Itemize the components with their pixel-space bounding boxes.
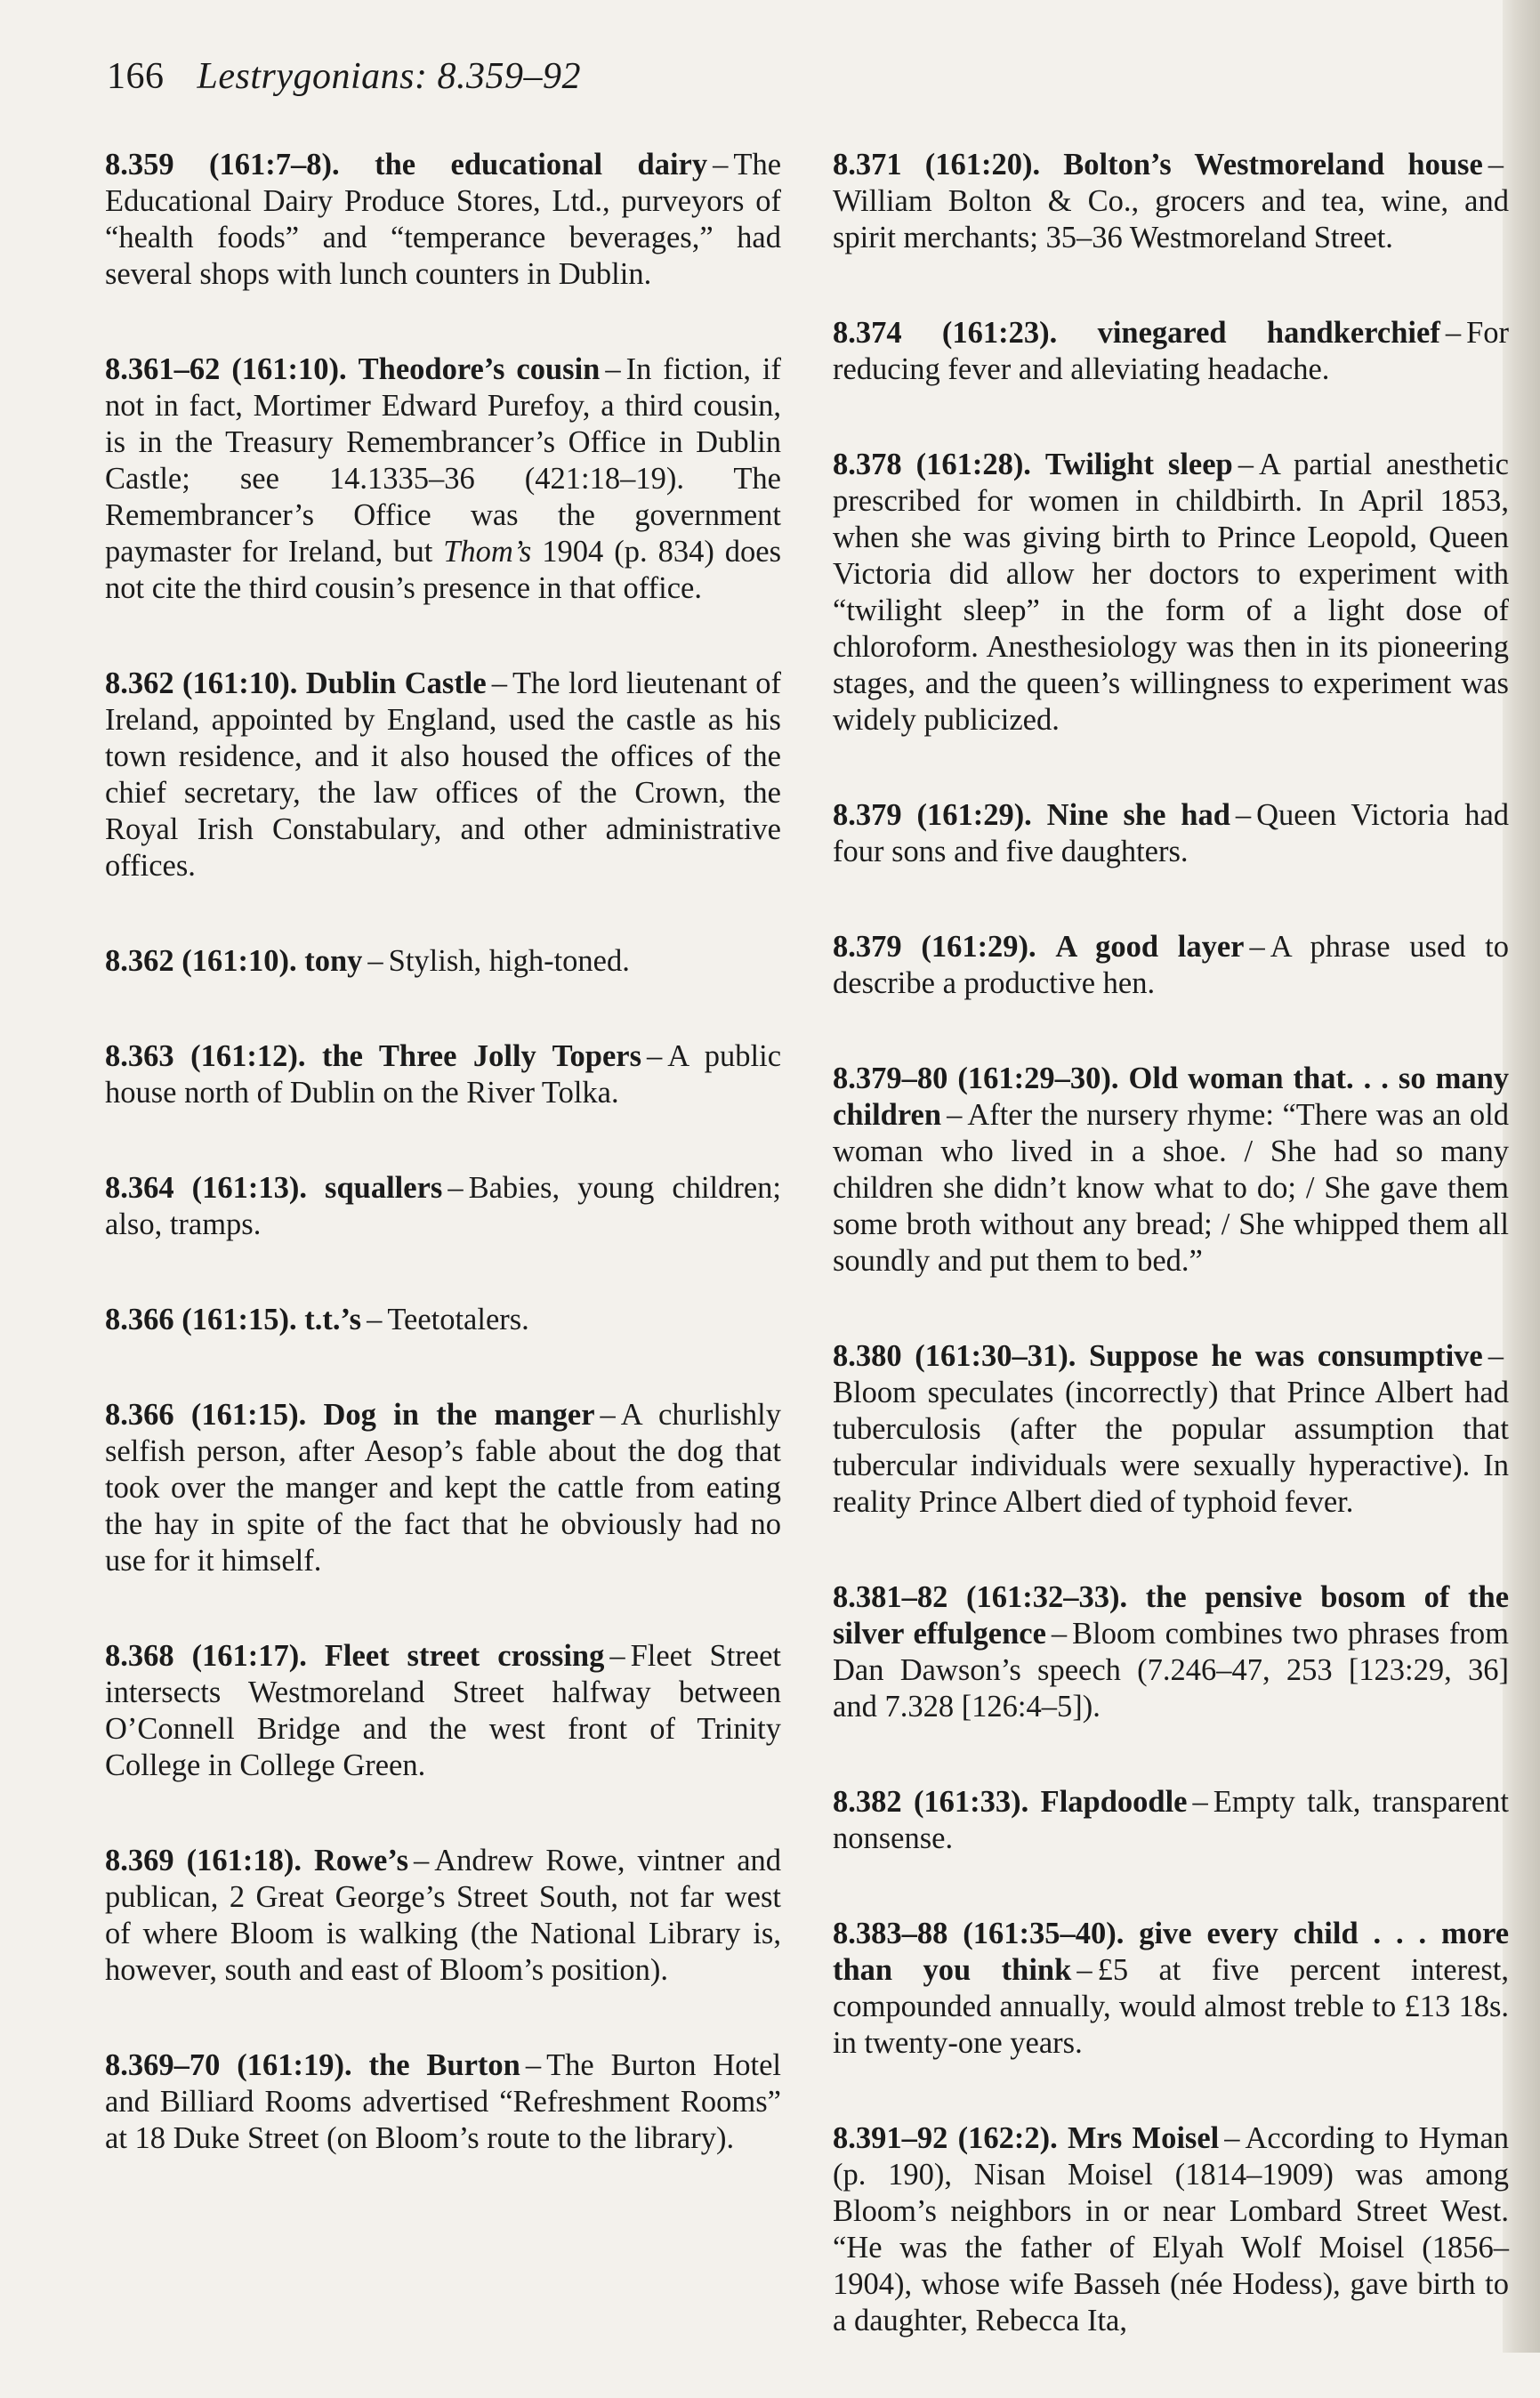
entry-text: Babies, young children; also, tramps. xyxy=(105,1171,782,1241)
entry-headword: A good layer xyxy=(1055,930,1245,964)
annotation-entry: 8.362 (161:10). Dublin Castle – The lord lieutenant of Ireland, appointed by England, used the castle as his town residence, and it also housed the offices of the chief secretary, the law offices of the Crown, the Royal Irish Constabulary, and other administrative offices. xyxy=(105,666,782,883)
entry-headword: Dog in the manger xyxy=(323,1398,595,1432)
annotation-entry: 8.366 (161:15). t.t.’s – Teetotalers. xyxy=(105,1303,529,1336)
entry-ref: 8.368 (161:17). xyxy=(105,1639,307,1673)
entry-headword: Flapdoodle xyxy=(1040,1785,1188,1819)
page-number: 166 xyxy=(107,56,165,97)
entry-headword: Twilight sleep xyxy=(1044,448,1233,481)
entry-text: £5 at five percent interest, compounded annually, would almost treble to £13 18s. in twenty-one years. xyxy=(833,1953,1510,2060)
entry-text: In fiction, if not in fact, Mortimer Edward Purefoy, a third cousin, is in the Treasury Remembrancer’s Office in Dublin Castle; see 14.1335–36 (421:18–19). The Remembrancer’s Office was the government paymaster for Ireland, but xyxy=(105,352,781,569)
entry-text: After the nursery rhyme: “There was an old woman who lived in a shoe. / She had so many children she didn’t know what to do; / She gave them some broth without any bread; / She whipped them all soundly and put them to bed.” xyxy=(833,1098,1509,1278)
entry-text: According to Hyman (p. 190), Nisan Moisel (1814–1909) was among Bloom’s neighbors in or near Lombard Street West. “He was the father of Elyah Wolf Moisel (1856–1904), whose wife Basseh (née Hodess), gave birth to a daughter, Rebecca Ita, xyxy=(833,2121,1510,2337)
entry-ref: 8.369–70 (161:19). xyxy=(105,2048,352,2082)
annotation-entry: 8.391–92 (162:2). Mrs Moisel – According to Hyman (p. 190), Nisan Moisel (1814–1909) was among Bloom’s neighbors in or near Lombard Street West. “He was the father of Elyah Wolf Moisel (1856–1904), whose wife Basseh (née Hodess), gave birth to a daughter, Rebecca Ita, xyxy=(833,2121,1510,2337)
entry-headword: vinegared handkerchief xyxy=(1097,316,1440,350)
entry-headword: Dublin Castle xyxy=(305,666,487,700)
annotation-entry: 8.383–88 (161:35–40). give every child . . . more than you think – £5 at five percent interest, compounded annually, would almost treble to £13 18s. in twenty-one years. xyxy=(833,1917,1510,2060)
annotation-entry: 8.379–80 (161:29–30). Old woman that. . . so many children – After the nursery rhyme: “There was an old woman who lived in a shoe. / She had so many children she didn’t know what to do; / She gave them some broth without any bread; / She whipped them all soundly and put them to bed.” xyxy=(833,1062,1510,1278)
entry-text: The lord lieutenant of Ireland, appointed by England, used the castle as his town residence, and it also housed the offices of the chief secretary, the law offices of the Crown, the Royal Irish Constabulary, and other administrative offices. xyxy=(105,666,782,883)
annotation-entry: 8.369 (161:18). Rowe’s – Andrew Rowe, vintner and publican, 2 Great George’s Street South, not far west of where Bloom is walking (the National Library is, however, south and east of Bloom’s position). xyxy=(105,1844,782,1987)
entry-ref: 8.391–92 (162:2). xyxy=(833,2121,1058,2155)
entry-ref: 8.381–82 (161:32–33). xyxy=(833,1580,1128,1614)
annotation-entry: 8.366 (161:15). Dog in the manger – A churlishly selfish person, after Aesop’s fable about the dog that took over the manger and kept the cattle from eating the hay in spite of the fact that he obviously had no use for it himself. xyxy=(105,1398,782,1578)
annotation-entry: 8.361–62 (161:10). Theodore’s cousin – In fiction, if not in fact, Mortimer Edward Purefoy, a third cousin, is in the Treasury Remembrancer’s Office in Dublin Castle; see 14.1335–36 (421:18–19). The Remembrancer’s Office was the government paymaster for Ireland, but Thom’s 1904 (p. 834) does not cite the third cousin’s presence in that office. xyxy=(105,352,782,605)
right-column xyxy=(833,147,1509,2398)
entry-headword: the educational dairy xyxy=(375,148,708,182)
entry-text: Queen Victoria had four sons and five daughters. xyxy=(833,798,1510,868)
annotation-entry: 8.379 (161:29). A good layer – A phrase used to describe a productive hen. xyxy=(833,930,1510,1000)
entry-headword: Bolton’s Westmoreland house xyxy=(1063,148,1483,182)
entry-ref: 8.371 (161:20). xyxy=(833,148,1041,182)
entry-headword: Nine she had xyxy=(1046,798,1230,832)
running-head xyxy=(107,55,581,98)
entry-ref: 8.382 (161:33). xyxy=(833,1785,1029,1819)
entry-ref: 8.379 (161:29). xyxy=(833,930,1036,964)
entry-text: A public house north of Dublin on the River Tolka. xyxy=(105,1039,782,1110)
entry-text: Stylish, high-toned. xyxy=(388,944,630,978)
entry-headword: the Three Jolly Topers xyxy=(322,1039,642,1073)
entry-text: Teetotalers. xyxy=(387,1303,529,1336)
annotation-entry: 8.368 (161:17). Fleet street crossing – Fleet Street intersects Westmoreland Street halfway between O’Connell Bridge and the west front of Trinity College in College Green. xyxy=(105,1639,781,1782)
entry-ref: 8.364 (161:13). xyxy=(105,1171,307,1205)
entry-headword: squallers xyxy=(325,1171,443,1205)
entry-headword: Mrs Moisel xyxy=(1067,2121,1220,2155)
entry-ref: 8.379–80 (161:29–30). xyxy=(833,1062,1119,1095)
entry-text: For reducing fever and alleviating headache. xyxy=(833,316,1510,386)
entry-text: Fleet Street intersects Westmoreland Street halfway between O’Connell Bridge and the west front of Trinity College in College Green. xyxy=(105,1639,781,1782)
entry-text: William Bolton & Co., grocers and tea, wine, and spirit merchants; 35–36 Westmoreland Street. xyxy=(833,184,1509,254)
entry-ref: 8.361–62 (161:10). xyxy=(105,352,347,386)
entry-ref: 8.359 (161:7–8). xyxy=(105,148,340,182)
annotation-entry: 8.362 (161:10). tony – Stylish, high-toned. xyxy=(105,944,630,978)
entry-headword: Suppose he was consumptive xyxy=(1089,1339,1483,1373)
entry-headword: give every child . . . more than you think xyxy=(833,1917,1510,1987)
entry-headword: the pensive bosom of the silver effulgence xyxy=(833,1580,1510,1651)
entry-ref: 8.369 (161:18). xyxy=(105,1844,302,1877)
entry-headword: Theodore’s cousin xyxy=(358,352,601,386)
entry-text: A partial anesthetic prescribed for women in childbirth. In April 1853, when she was giving birth to Prince Leopold, Queen Victoria did allow her doctors to experiment with “twilight sleep” in the form of a light dose of chloroform. Anesthesiology was then in its pioneering stages, and the queen’s willingness to experiment was widely publicized. xyxy=(833,448,1509,737)
entry-text: A churlishly selfish person, after Aesop’s fable about the dog that took over the manger and kept the cattle from eating the hay in spite of the fact that he obviously had no use for it himself. xyxy=(105,1398,782,1578)
annotation-entry: 8.359 (161:7–8). the educational dairy – The Educational Dairy Produce Stores, Ltd., purveyors of “health foods” and “temperance beverages,” had several shops with lunch counters in Dublin. xyxy=(105,148,782,291)
annotation-entry: 8.364 (161:13). squallers – Babies, young children; also, tramps. xyxy=(105,1171,782,1241)
entry-ref: 8.378 (161:28). xyxy=(833,448,1031,481)
entry-ref: 8.363 (161:12). xyxy=(105,1039,306,1073)
entry-headword: Fleet street crossing xyxy=(324,1639,605,1673)
entry-text: The Burton Hotel and Billiard Rooms advertised “Refreshment Rooms” at 18 Duke Street (on Bloom’s route to the library). xyxy=(105,2048,782,2155)
entry-text-continued: 1904 (p. 834) does not cite the third cousin’s presence in that office. xyxy=(105,535,782,605)
annotation-entry: 8.371 (161:20). Bolton’s Westmoreland house –William Bolton & Co., grocers and tea, wine, and spirit merchants; 35–36 Westmoreland Street. xyxy=(833,148,1509,254)
entry-headword: tony xyxy=(304,944,363,978)
entry-italic-title: Thom’s xyxy=(443,535,532,569)
entry-ref: 8.362 (161:10). xyxy=(105,944,297,978)
annotation-entry: 8.381–82 (161:32–33). the pensive bosom of the silver effulgence – Bloom combines two phrases from Dan Dawson’s speech (7.246–47, 253 [123:29, 36] and 7.328 [126:4–5]). xyxy=(833,1580,1510,1724)
entry-ref: 8.374 (161:23). xyxy=(833,316,1058,350)
entry-text: The Educational Dairy Produce Stores, Ltd., purveyors of “health foods” and “temperance beverages,” had several shops with lunch counters in Dublin. xyxy=(105,148,782,291)
entry-headword: Rowe’s xyxy=(313,1844,408,1877)
entry-text: Empty talk, transparent nonsense. xyxy=(833,1785,1510,1855)
left-column xyxy=(105,147,781,2216)
annotation-entry: 8.380 (161:30–31). Suppose he was consumptive –Bloom speculates (incorrectly) that Prince Albert had tuberculosis (after the popular assumption that tubercular individuals were sexually hyperactive). In reality Prince Albert died of typhoid fever. xyxy=(833,1339,1509,1519)
entry-text: Bloom speculates (incorrectly) that Prince Albert had tuberculosis (after the popular assumption that tubercular individuals were sexually hyperactive). In reality Prince Albert died of typhoid fever. xyxy=(833,1376,1509,1519)
entry-headword: the Burton xyxy=(368,2048,520,2082)
entry-ref: 8.366 (161:15). xyxy=(105,1398,307,1432)
entry-ref: 8.379 (161:29). xyxy=(833,798,1032,832)
annotation-entry: 8.369–70 (161:19). the Burton – The Burton Hotel and Billiard Rooms advertised “Refreshment Rooms” at 18 Duke Street (on Bloom’s route to the library). xyxy=(105,2048,782,2155)
entry-headword: t.t.’s xyxy=(304,1303,362,1336)
entry-ref: 8.383–88 (161:35–40). xyxy=(833,1917,1125,1950)
annotation-entry: 8.379 (161:29). Nine she had – Queen Victoria had four sons and five daughters. xyxy=(833,798,1510,868)
entry-text: A phrase used to describe a productive hen. xyxy=(833,930,1510,1000)
entry-ref: 8.362 (161:10). xyxy=(105,666,298,700)
annotation-entry: 8.363 (161:12). the Three Jolly Topers – A public house north of Dublin on the River Tolka. xyxy=(105,1039,782,1110)
entry-text: Andrew Rowe, vintner and publican, 2 Great George’s Street South, not far west of where Bloom is walking (the National Library is, however, south and east of Bloom’s position). xyxy=(105,1844,782,1987)
entry-ref: 8.366 (161:15). xyxy=(105,1303,297,1336)
annotation-entry: 8.374 (161:23). vinegared handkerchief – For reducing fever and alleviating headache. xyxy=(833,316,1510,386)
entry-text: Bloom combines two phrases from Dan Dawson’s speech (7.246–47, 253 [123:29, 36] and 7.328 [126:4–5]). xyxy=(833,1617,1509,1724)
running-title: Lestrygonians: 8.359–92 xyxy=(197,56,581,97)
entry-headword: Old woman that. . . so many children xyxy=(833,1062,1510,1132)
annotation-entry: 8.378 (161:28). Twilight sleep – A partial anesthetic prescribed for women in childbirth. In April 1853, when she was giving birth to Prince Leopold, Queen Victoria did allow her doctors to experiment with “twilight sleep” in the form of a light dose of chloroform. Anesthesiology was then in its pioneering stages, and the queen’s willingness to experiment was widely publicized. xyxy=(833,448,1509,737)
entry-ref: 8.380 (161:30–31). xyxy=(833,1339,1076,1373)
annotation-entry: 8.382 (161:33). Flapdoodle – Empty talk, transparent nonsense. xyxy=(833,1785,1510,1855)
